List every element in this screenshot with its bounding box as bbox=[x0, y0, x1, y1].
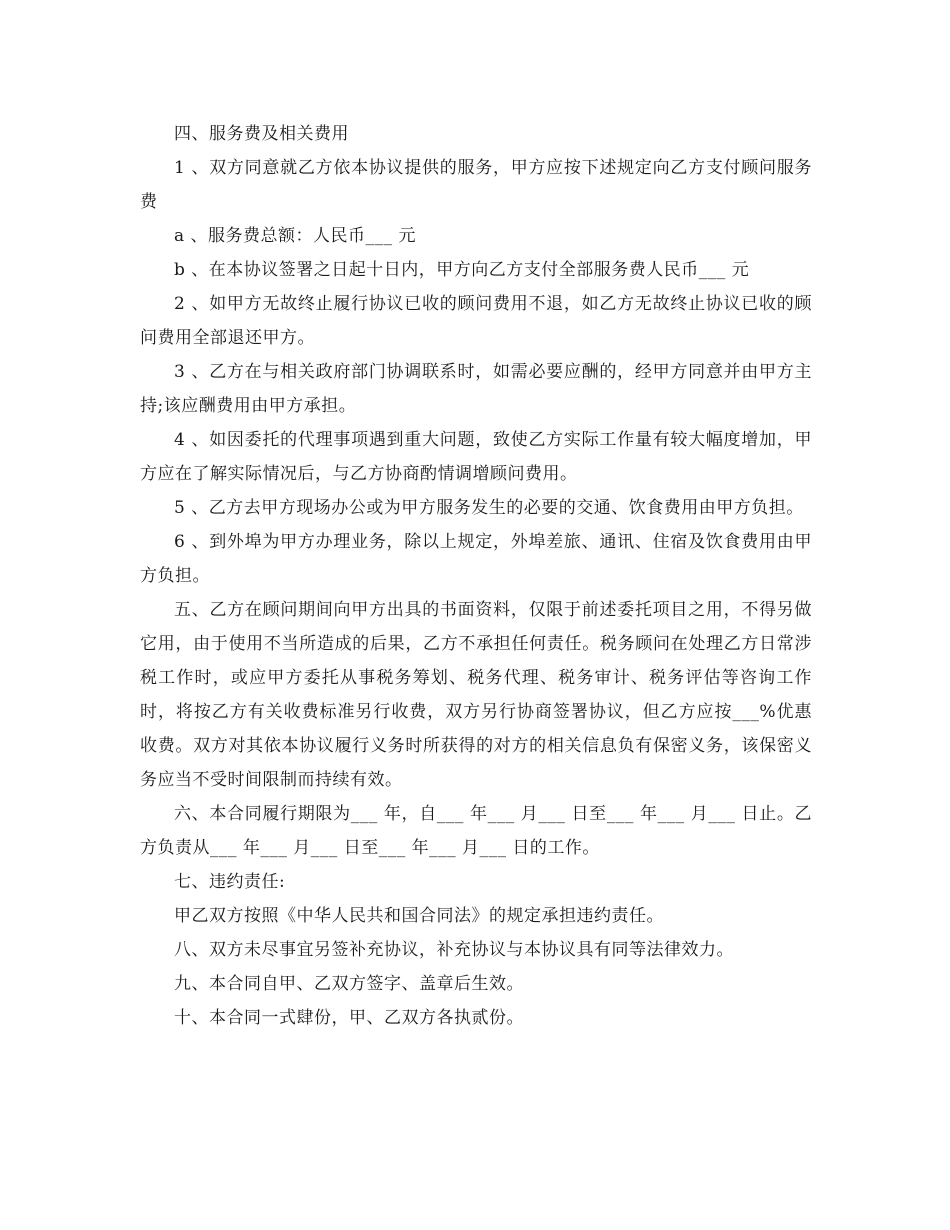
clause-2-termination-refund: 2 、如甲方无故终止履行协议已收的顾问费用不退，如乙方无故终止协议已收的顾问费用全部退还甲方。 bbox=[140, 294, 812, 348]
section-9-effectiveness: 九、本合同自甲、乙双方签字、盖章后生效。 bbox=[174, 974, 524, 994]
clause-4-fee-adjustment: 4 、如因委托的代理事项遇到重大问题，致使乙方实际工作量有较大幅度增加，甲方应在了解实际情况后，与乙方协商酌情调增顾问费用。 bbox=[140, 430, 812, 484]
section-7-breach-heading: 七、违约责任: bbox=[174, 872, 286, 892]
section-6-contract-term: 六、本合同履行期限为___ 年，自___ 年___ 月___ 日至___ 年___ 月___ 日止。乙方负责从___ 年___ 月___ 日至___ 年___ 月___ 日的工作。 bbox=[140, 804, 812, 858]
clause-6-travel-expenses: 6 、到外埠为甲方办理业务，除以上规定，外埠差旅、通讯、住宿及饮食费用由甲方负担。 bbox=[140, 532, 812, 586]
clause-3-entertainment-costs: 3 、乙方在与相关政府部门协调联系时，如需必要应酬的，经甲方同意并由甲方主持;该应酬费用由甲方承担。 bbox=[140, 362, 812, 416]
section-8-supplementary: 八、双方未尽事宜另签补充协议，补充协议与本协议具有同等法律效力。 bbox=[174, 940, 734, 960]
clause-1-fee-agreement: 1 、双方同意就乙方依本协议提供的服务，甲方应按下述规定向乙方支付顾问服务费 bbox=[140, 158, 812, 212]
section-5-written-materials: 五、乙方在顾问期间向甲方出具的书面资料，仅限于前述委托项目之用，不得另做它用，由于使用不当所造成的后果，乙方不承担任何责任。税务顾问在处理乙方日常涉税工作时，或应甲方委托从事税务筹划、税务代理、税务审计、税务评估等咨询工作时，将按乙方有关收费标准另行收费，双方另行协商签署协议，但乙方应按___%优惠收费。双方对其依本协议履行义务时所获得的对方的相关信息负有保密义务，该保密义务应当不受时间限制而持续有效。 bbox=[140, 600, 812, 790]
clause-5-onsite-expenses: 5 、乙方去甲方现场办公或为甲方服务发生的必要的交通、饮食费用由甲方负担。 bbox=[174, 498, 804, 518]
section-heading-service-fees: 四、服务费及相关费用 bbox=[174, 124, 349, 144]
section-10-copies: 十、本合同一式肆份，甲、乙双方各执贰份。 bbox=[174, 1008, 524, 1028]
clause-1b-payment-deadline: b 、在本协议签署之日起十日内，甲方向乙方支付全部服务费人民币___ 元 bbox=[174, 260, 750, 280]
clause-1a-total-fee: a 、服务费总额：人民币___ 元 bbox=[174, 226, 416, 246]
section-7-breach-text: 甲乙双方按照《中华人民共和国合同法》的规定承担违约责任。 bbox=[174, 906, 664, 926]
document-body bbox=[140, 117, 812, 1035]
